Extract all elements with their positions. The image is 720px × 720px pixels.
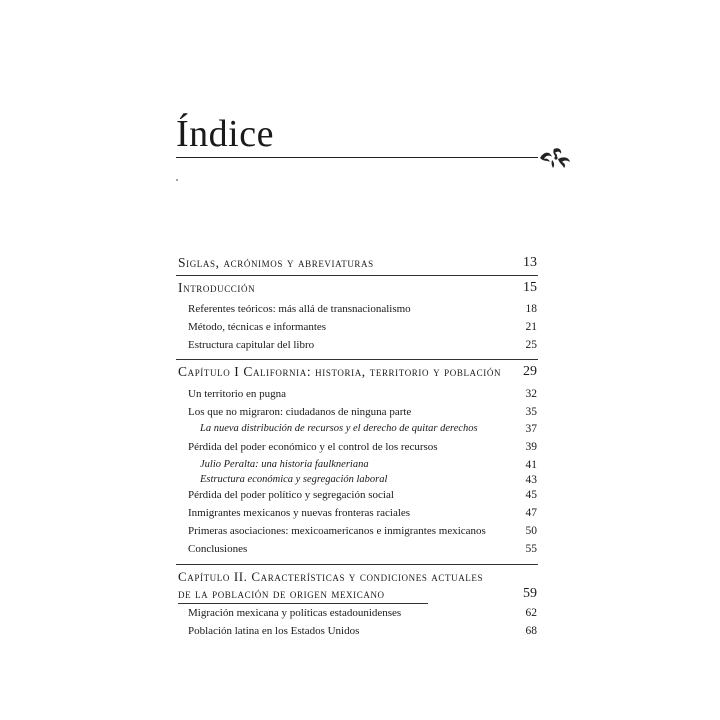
toc-entry-page: 59 (523, 586, 537, 601)
toc-entry-page: 15 (523, 280, 537, 295)
toc-entry-page: 55 (525, 543, 537, 555)
toc-entry-label: Introducción (178, 280, 256, 295)
toc-entry-page: 39 (525, 441, 537, 453)
section-rule (176, 275, 538, 276)
toc-entry-page: 68 (525, 625, 537, 637)
toc-entry[interactable] (0, 485, 720, 505)
toc-entry[interactable] (0, 299, 720, 319)
toc-entry-label: Población latina en los Estados Unidos (188, 625, 360, 637)
toc-entry-label: Método, técnicas e informantes (188, 321, 327, 333)
toc-entry-label: Capítulo I California: historia, territorio y población (178, 364, 502, 379)
toc-entry[interactable] (0, 362, 720, 382)
section-rule (176, 359, 538, 360)
toc-entry-page: 41 (525, 459, 537, 471)
toc-entry[interactable] (0, 253, 720, 273)
toc-entry[interactable] (0, 539, 720, 559)
toc-entry-label: Referentes teóricos: más allá de transnacionalismo (188, 303, 411, 315)
toc-entry[interactable] (0, 503, 720, 523)
toc-entry-page: 62 (525, 607, 537, 619)
toc-entry-label: Conclusiones (188, 543, 248, 555)
page-title: Índice (176, 113, 274, 155)
toc-entry[interactable] (0, 584, 720, 604)
toc-entry-page: 50 (525, 525, 537, 537)
toc-entry-label: Estructura económica y segregación laboral (200, 474, 388, 485)
toc-entry-label: Migración mexicana y políticas estadounidenses (188, 607, 402, 619)
toc-entry[interactable] (0, 317, 720, 337)
toc-entry-page: 47 (525, 507, 537, 519)
toc-entry[interactable] (0, 621, 720, 641)
toc-entry-page: 13 (523, 255, 537, 270)
toc-entry-page: 21 (525, 321, 537, 333)
toc-entry-label-second-line: de la población de origen mexicano (178, 586, 385, 601)
toc-entry-label: Pérdida del poder político y segregación social (188, 489, 394, 501)
toc-entry-label: Un territorio en pugna (188, 388, 287, 400)
section-rule (176, 564, 538, 565)
toc-entry[interactable] (0, 437, 720, 457)
toc-entry[interactable] (0, 384, 720, 404)
toc-entry-label: Estructura capitular del libro (188, 339, 315, 351)
toc-entry-label: Inmigrantes mexicanos y nuevas fronteras raciales (188, 507, 411, 519)
toc-entry[interactable] (0, 335, 720, 355)
toc-entry[interactable] (0, 278, 720, 298)
toc-entry-label: Pérdida del poder económico y el control de los recursos (188, 441, 438, 453)
toc-entry-page: 35 (525, 406, 537, 418)
toc-entry-label: Los que no migraron: ciudadanos de ninguna parte (188, 406, 412, 418)
toc-entry-page: 32 (525, 388, 537, 400)
toc-entry-page: 18 (525, 303, 537, 315)
toc-entry-page: 45 (525, 489, 537, 501)
toc-entry-page: 25 (525, 339, 537, 351)
toc-entry-label: La nueva distribución de recursos y el derecho de quitar derechos (200, 423, 478, 434)
toc-entry-label: Capítulo II. Características y condiciones actuales (178, 569, 484, 584)
toc-entry[interactable] (0, 521, 720, 541)
toc-entry[interactable] (0, 603, 720, 623)
toc-entry-label: Julio Peralta: una historia faulkneriana (200, 459, 369, 470)
toc-entry-label: Siglas, acrónimos y abreviaturas (178, 255, 374, 270)
toc-entry[interactable] (0, 419, 720, 439)
toc-entry-label: Primeras asociaciones: mexicoamericanos e inmigrantes mexicanos (188, 525, 486, 537)
toc-entry-page: 29 (523, 364, 537, 379)
toc-entry-page: 43 (525, 474, 537, 486)
toc-entry-page: 37 (525, 423, 537, 435)
